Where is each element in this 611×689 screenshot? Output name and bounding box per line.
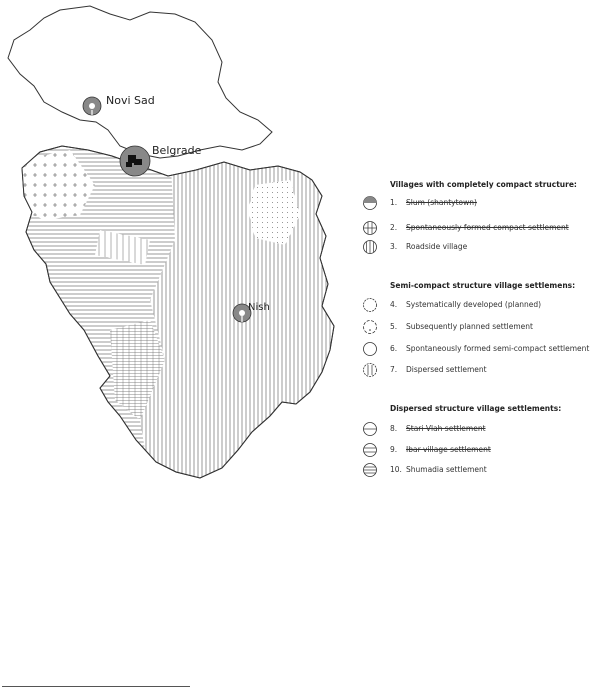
legend-number: 7. (390, 365, 398, 374)
vojvodina-region (8, 6, 272, 158)
legend-number: 6. (390, 344, 398, 353)
ibar-symbol-icon (362, 442, 378, 458)
legend-label: Ibar village settlement (406, 445, 491, 454)
legend-heading-semi-compact: Semi-compact structure village settlemens: (390, 281, 576, 290)
shumadia-symbol-icon (362, 462, 378, 478)
legend-label: Stari Vlah settlement (406, 424, 486, 433)
belgrade-marker (120, 146, 150, 176)
legend-item (360, 319, 610, 335)
legend-item (360, 362, 610, 378)
legend-label: Spontaneously formed semi-compact settlement (406, 344, 590, 353)
legend-item (360, 421, 610, 437)
legend-number: 4. (390, 300, 398, 309)
compact-cross-symbol-icon (362, 220, 378, 236)
legend-label: Slum (shantytown) (406, 198, 477, 207)
dispersed-symbol-icon (362, 362, 378, 378)
legend-item (360, 239, 610, 255)
legend-heading-compact: Villages with completely compact structure: (390, 180, 577, 189)
legend-item (360, 297, 610, 313)
legend-label: Subsequently planned settlement (406, 322, 533, 331)
legend-item (360, 220, 610, 236)
legend-item (360, 195, 610, 211)
legend-label: Roadside village (406, 242, 468, 251)
legend-label: Systematically developed (planned) (406, 300, 542, 309)
novi-sad-marker (83, 97, 101, 115)
stari-vlah-symbol-icon (362, 421, 378, 437)
legend-number: 8. (390, 424, 398, 433)
legend-item (360, 462, 610, 478)
legend-label: Dispersed settlement (406, 365, 487, 374)
legend-item (360, 442, 610, 458)
planned-symbol-icon (362, 297, 378, 313)
legend-label: Shumadia settlement (406, 465, 487, 474)
city-label-nish: Nish (248, 302, 270, 313)
slum-symbol-icon (362, 195, 378, 211)
legend-label: Spontaneously formed compact settlement (406, 223, 569, 232)
footnote-rule (2, 686, 190, 687)
subsequent-symbol-icon (362, 319, 378, 335)
legend-heading-dispersed: Dispersed structure village settlements: (390, 404, 562, 413)
legend-number: 10. (390, 465, 402, 474)
legend-number: 9. (390, 445, 398, 454)
legend-item (360, 341, 610, 357)
city-label-belgrade: Belgrade (152, 144, 202, 157)
legend-number: 5. (390, 322, 398, 331)
roadside-symbol-icon (362, 239, 378, 255)
legend-number: 3. (390, 242, 398, 251)
city-label-novi-sad: Novi Sad (106, 94, 155, 107)
semi-compact-symbol-icon (362, 341, 378, 357)
legend-number: 1. (390, 198, 398, 207)
legend-number: 2. (390, 223, 398, 232)
